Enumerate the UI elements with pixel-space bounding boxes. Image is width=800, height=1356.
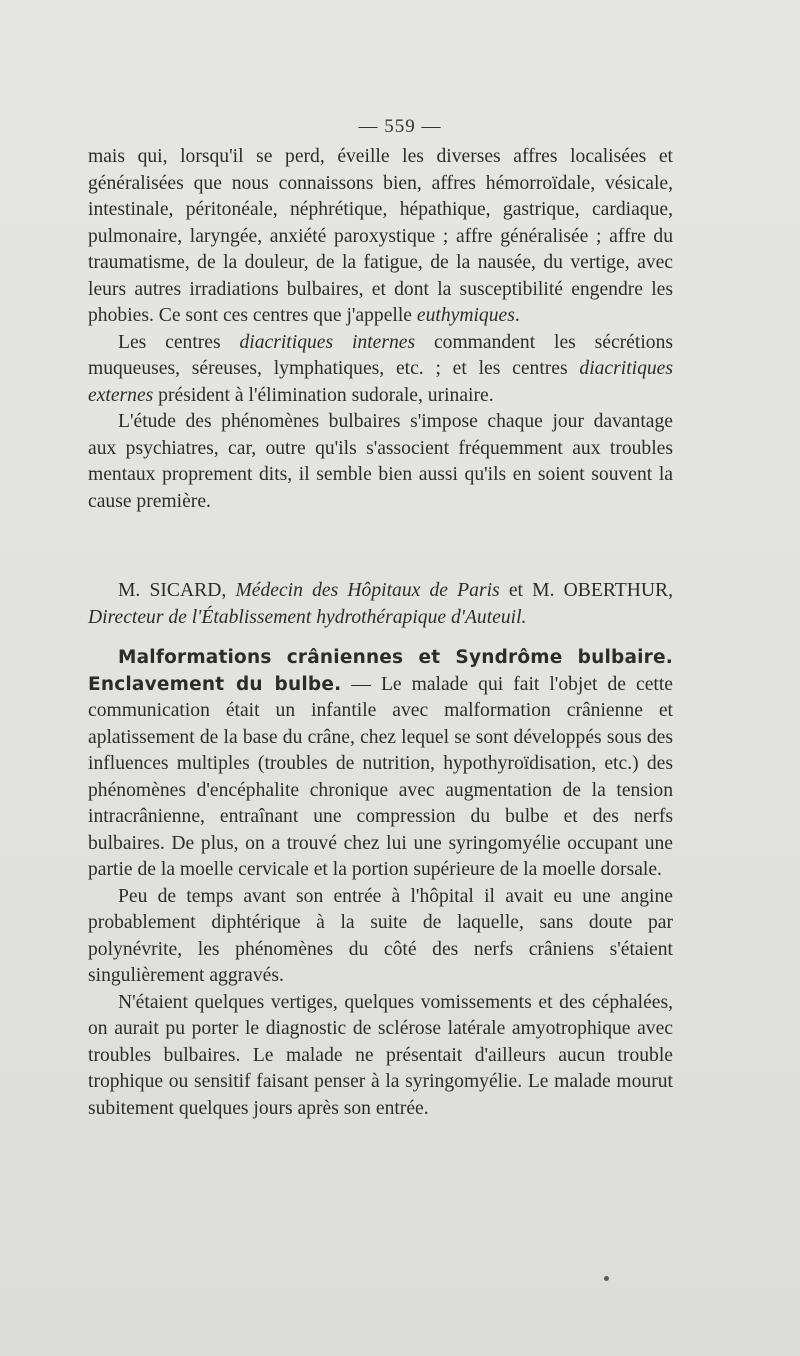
coauthor-name: et M. OBERTHUR, [499, 580, 673, 601]
text-block-continuation [88, 144, 673, 515]
paragraph-diacritiques: Les centres diacritiques internes commandent les sécrétions muqueuses, séreuses, lymphatiques, etc. ; et les centres diacritiques externes président à l'élimination sudorale, urinaire. [88, 331, 673, 406]
paragraph-euthymiques: mais qui, lorsqu'il se perd, éveille les diverses affres localisées et généralisées que nous connaissons bien, affres hémorroïdale, vésicale, intestinale, péritonéale, néphrétique, hépathique, gastrique, cardiaque, pulmonaire, laryngée, anxiété paroxystique ; affre généralisée ; affre du traumatisme, de la douleur, de la fatigue, de la nausée, du vertige, avec leurs autres irradiations bulbaires, et dont la susceptibilité engendre les phobies. Ce sont ces centres que j'appelle euthymiques. [88, 146, 673, 326]
article-paragraph-3: N'étaient quelques vertiges, quelques vomissements et des céphalées, on aurait pu porter le diagnostic de sclérose latérale amyotrophique avec troubles bulbaires. Le malade ne présentait d'ailleurs aucun trouble trophique ou sensitif faisant penser à la syringomyélie. Le malade mourut subitement quelques jours après son entrée. [88, 991, 673, 1119]
author-title: Médecin des Hôpitaux de Paris [235, 580, 500, 601]
author-byline [88, 578, 673, 631]
ink-speck [604, 1276, 609, 1281]
article-paragraph-1: Malformations crâniennes et Syndrôme bulbaire. Enclavement du bulbe. — Le malade qui fait l'objet de cette communication était un infantile avec malformation crânienne et aplatissement de la base du crâne, chez lequel se sont développés sous des influences multiples (troubles de nutrition, hypothyroïdisation, etc.) des phénomènes d'encéphalite chronique avec augmentation de la tension intracrânienne, entraînant une compression du bulbe et des nerfs bulbaires. De plus, on a trouvé chez lui une syringomyélie occupant une partie de la moelle cervicale et la portion supérieure de la moelle dorsale. [88, 647, 673, 880]
paragraph-phenomenes-bulbaires: L'étude des phénomènes bulbaires s'impose chaque jour davantage aux psychiatres, car, outre qu'ils s'associent fréquemment aux troubles mentaux proprement dits, il semble bien aussi qu'ils en soient souvent la cause première. [88, 411, 673, 512]
page-number: — 559 — [358, 116, 442, 137]
coauthor-title: Directeur de l'Établissement hydrothérapique d'Auteuil. [88, 606, 527, 628]
article-heading: Malformations crâniennes et Syndrôme bulbaire. Enclavement du bulbe. [88, 647, 673, 695]
author-name: M. SICARD, [118, 580, 236, 601]
article-paragraph-2: Peu de temps avant son entrée à l'hôpital il avait eu une angine probablement diphtérique à la suite de laquelle, sans doute par polynévrite, les phénomènes du côté des nerfs crâniens s'étaient singulièrement aggravés. [88, 885, 673, 986]
article-body [88, 645, 673, 1122]
